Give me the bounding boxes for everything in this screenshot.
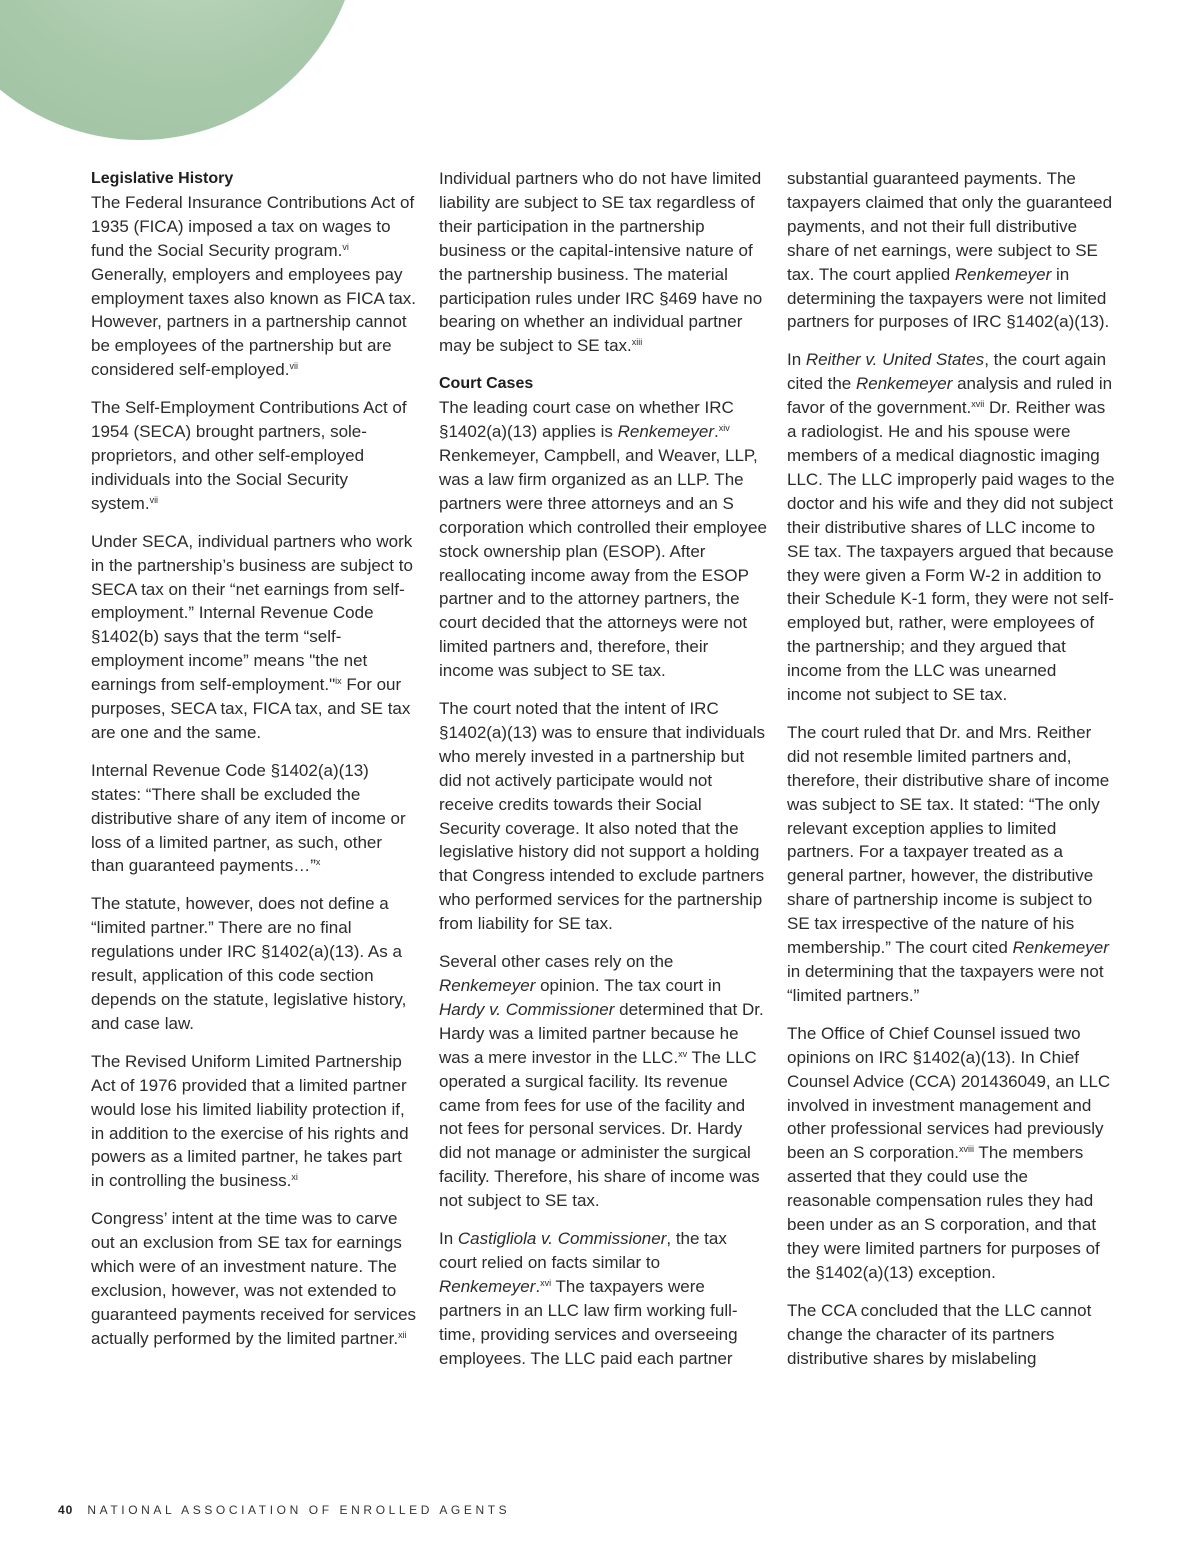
footnote-ref[interactable]: xii (398, 1329, 407, 1340)
paragraph (91, 191, 419, 382)
paragraph (787, 167, 1115, 334)
text: . (713, 422, 719, 442)
case-name: Reither v. United States (805, 350, 985, 370)
text: The Federal Insurance Contributions Act of 1935 (FICA) imposed a tax on wages to fund the Social Security program. (91, 192, 415, 260)
text: in determining that the taxpayers were not “limited partners.” (787, 962, 1104, 1005)
text: The leading court case on whether IRC §1402(a)(13) applies is (439, 398, 734, 442)
text: Individual partners who do not have limited liability are subject to SE tax regardless of their participation in the partnership business or the capital-intensive nature of the partnership business. The material participation rules under IRC §469 have no bearing on whether an individual partner may be subject to SE tax. (439, 169, 763, 356)
text: In (787, 350, 806, 370)
footnote-ref[interactable]: ix (335, 676, 342, 687)
footnote-ref[interactable]: xi (291, 1172, 298, 1183)
paragraph (787, 721, 1115, 1008)
article-column-1 (91, 167, 419, 1365)
footnote-ref[interactable]: xvi (540, 1277, 552, 1288)
footnote-ref[interactable]: vii (289, 361, 298, 372)
footnote-ref[interactable]: vii (149, 494, 159, 505)
paragraph (91, 892, 419, 1035)
case-name: Renkemeyer (856, 374, 953, 394)
text: The Office of Chief Counsel issued two opinions on IRC §1402(a)(13). In Chief Counsel Advice (CCA) 201436049, an LLC involved in investment management and other professional services had previously been an S corporation. (787, 1023, 1111, 1163)
footnote-ref[interactable]: vi (342, 241, 349, 252)
footnote-ref[interactable]: xviii (959, 1144, 975, 1155)
text: opinion. The tax court in (535, 976, 722, 995)
section-heading-court-cases: Court Cases (439, 375, 534, 393)
paragraph (439, 697, 767, 936)
paragraph (91, 1207, 419, 1350)
text: The LLC operated a surgical facility. Its revenue came from fees for use of the facility and not fees for personal services. Dr. Hardy did not manage or administer the surgical facility. Therefore, his share of income was not subject to SE tax. (439, 1047, 760, 1211)
article-column-2 (439, 167, 767, 1385)
footnote-ref[interactable]: xiii (631, 337, 643, 348)
case-name: Hardy v. Commissioner (439, 999, 615, 1019)
text: Generally, employers and employees pay employment taxes also known as FICA tax. However, partners in a partnership cannot be employees of the partnership but are considered self-employed. (91, 264, 417, 380)
text: For our purposes, SECA tax, FICA tax, and SE tax are one and the same. (91, 675, 411, 742)
case-name: Renkemeyer (1012, 938, 1109, 958)
text: substantial guaranteed payments. The taxpayers claimed that only the guaranteed payments, and not their full distributive share of net earnings, were subject to SE tax. The court applied (787, 169, 1113, 284)
paragraph (439, 1227, 767, 1370)
page-footer (58, 1503, 510, 1517)
footnote-ref[interactable]: xvii (971, 399, 985, 410)
text: Under SECA, individual partners who work in the partnership’s business are subject to SECA tax on their “net earnings from self-employment.” Internal Revenue Code §1402(b) says that the term “self-employment income” means "the net earnings from self-employment." (91, 531, 413, 695)
text: , the tax court relied on facts similar to (439, 1229, 727, 1272)
text: The taxpayers were partners in an LLC law firm working full-time, providing services and overseeing employees. The LLC paid each partner (439, 1276, 738, 1368)
paragraph (439, 950, 767, 1213)
case-name: Castigliola v. Commissioner (457, 1229, 667, 1249)
footnote-ref[interactable]: x (315, 857, 321, 868)
paragraph (787, 1022, 1115, 1285)
case-name: Renkemeyer (439, 976, 536, 995)
footnote-ref[interactable]: xiv (718, 423, 730, 434)
paragraph (787, 348, 1115, 707)
text: Several other cases rely on the (439, 952, 674, 972)
article-column-3 (787, 167, 1115, 1385)
paragraph (91, 759, 419, 879)
paragraph (787, 1299, 1115, 1371)
paragraph (91, 396, 419, 516)
text: in determining the taxpayers were not limited partners for purposes of IRC §1402(a)(13). (787, 264, 1110, 332)
text: . (535, 1276, 541, 1296)
publication-name: NATIONAL ASSOCIATION OF ENROLLED AGENTS (87, 1503, 511, 1517)
case-name: Renkemeyer (439, 1276, 536, 1296)
decorative-green-circle (0, 0, 360, 140)
text: Dr. Reither was a radiologist. He and his spouse were members of a medical diagnostic imaging LLC. The LLC improperly paid wages to the doctor and his wife and they did not subject their distributive shares of LLC income to SE tax. The taxpayers argued that because they were given a Form W-2 in addition to their Schedule K-1 form, they were not self-employed but, rather, were employees of the partnership; and they argued that income from the LLC was unearned income not subject to SE tax. (787, 398, 1115, 705)
text: , the court again cited the (787, 350, 1107, 394)
text: In (439, 1229, 458, 1249)
text: determined that Dr. Hardy was a limited partner because he was a mere investor in the LLC. (439, 999, 764, 1067)
case-name: Renkemeyer (617, 422, 714, 442)
text: The CCA concluded that the LLC cannot change the character of its partners distributive shares by mislabeling (787, 1300, 1092, 1368)
text: The Self-Employment Contributions Act of 1954 (SECA) brought partners, sole-proprietors, and other self-employed individuals into the Social Security system. (91, 398, 407, 513)
page-number: 40 (58, 1503, 74, 1517)
text: Internal Revenue Code §1402(a)(13) states: “There shall be excluded the distributive share of any item of income or loss of a limited partner, as such, other than guaranteed payments…” (91, 760, 406, 876)
paragraph (91, 1050, 419, 1193)
section-heading-legislative-history: Legislative History (91, 170, 234, 187)
paragraph (439, 167, 767, 358)
paragraph (439, 396, 767, 683)
text: The court ruled that Dr. and Mrs. Reither did not resemble limited partners and, therefore, their distributive share of income was subject to SE tax. It stated: “The only relevant exception applies to limited partners. For a taxpayer treated as a general partner, however, the distributive share of partnership income is subject to SE tax irrespective of the nature of his membership.” The court cited (787, 722, 1110, 958)
text: The members asserted that they could use the reasonable compensation rules they had been under as an S corporation, and that they were limited partners for purposes of the §1402(a)(13) exception. (787, 1143, 1100, 1282)
text: Congress’ intent at the time was to carve out an exclusion from SE tax for earnings which were of an investment nature. The exclusion, however, was not extended to guaranteed payments received for services actually performed by the limited partner. (91, 1209, 417, 1348)
case-name: Renkemeyer (954, 264, 1052, 284)
text: The Revised Uniform Limited Partnership Act of 1976 provided that a limited partner would lose his limited liability protection if, in addition to the exercise of his rights and powers as a limited partner, he takes part in controlling the business. (91, 1051, 409, 1191)
text: The court noted that the intent of IRC §1402(a)(13) was to ensure that individuals who merely invested in a partnership but did not actively participate would not receive credits towards their Social Security coverage. It also noted that the legislative history did not support a holding that Congress intended to exclude partners who performed services for the partnership from liability for SE tax. (439, 699, 766, 934)
footnote-ref[interactable]: xv (678, 1048, 688, 1059)
paragraph (91, 530, 419, 745)
text: The statute, however, does not define a “limited partner.” There are no final regulations under IRC §1402(a)(13). As a result, application of this code section depends on the statute, legislative history, and case law. (91, 894, 407, 1033)
text: Renkemeyer, Campbell, and Weaver, LLP, was a law firm organized as an LLP. The partners were three attorneys and an S corporation which controlled their employee stock ownership plan (ESOP). After reallocating income away from the ESOP partner and to the attorney partners, the court decided that the attorneys were not limited partners and, therefore, their income was subject to SE tax. (439, 445, 767, 681)
text: analysis and ruled in favor of the government. (787, 374, 1113, 418)
